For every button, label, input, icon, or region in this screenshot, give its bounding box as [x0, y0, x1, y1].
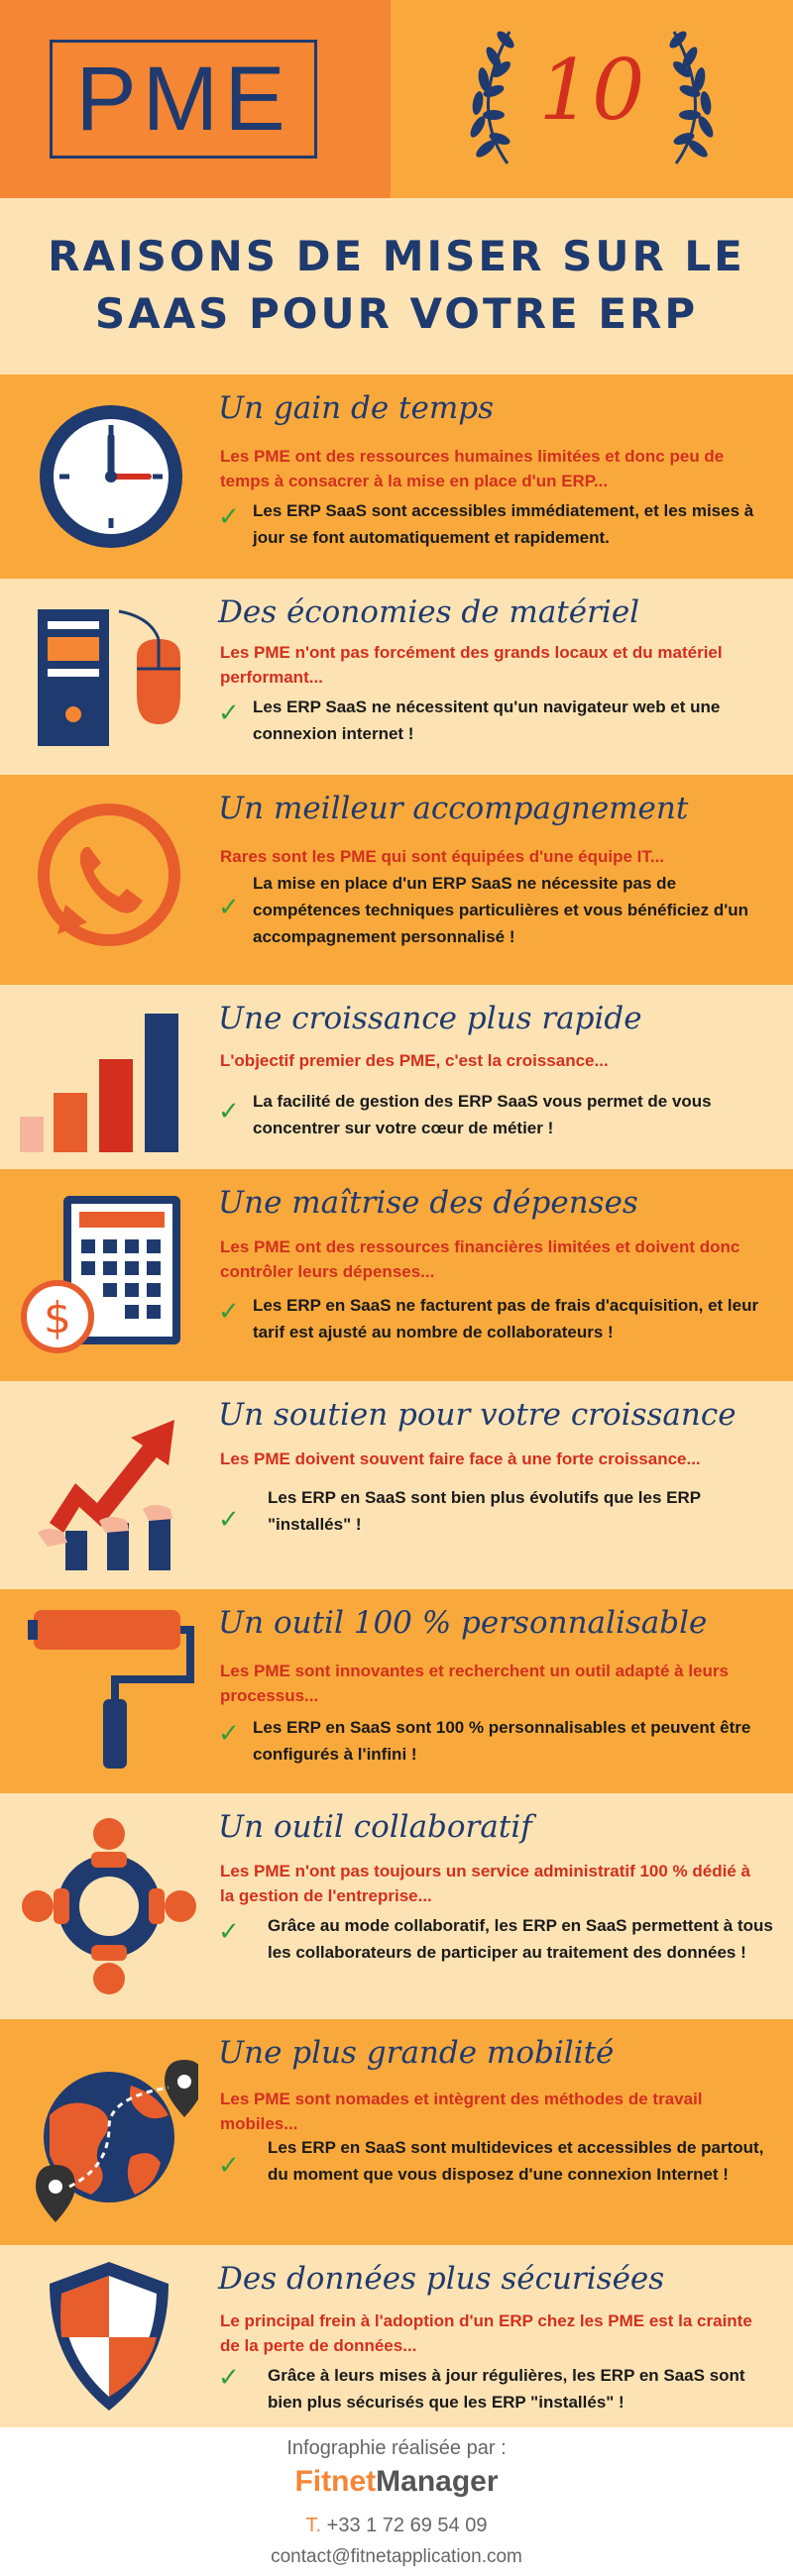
check-icon: ✓: [218, 1504, 240, 1534]
check-icon: ✓: [218, 1296, 240, 1326]
paint-roller-icon: [20, 1589, 198, 1793]
reason-title: Un gain de temps: [218, 390, 495, 426]
svg-text:$: $: [44, 1293, 71, 1343]
page-title: [0, 228, 793, 343]
title-box: [0, 198, 793, 375]
reason-solution: La mise en place d'un ERP SaaS ne nécessite pas de compétences techniques particulières et vous bénéficiez d'un accompagnement personnalisé !: [253, 874, 749, 946]
header: [0, 0, 793, 198]
phone-icon: [20, 775, 198, 985]
reason-solution: La facilité de gestion des ERP SaaS vous permet de vous concentrer sur votre cœur de métier !: [253, 1092, 712, 1137]
reason-problem: Les PME ont des ressources financières limitées et doivent donc contrôler leurs dépenses...: [220, 1237, 740, 1281]
reason-title: Une croissance plus rapide: [218, 1001, 642, 1036]
footer-email[interactable]: contact@fitnetapplication.com: [271, 2546, 522, 2567]
brand-part-1: Fitnet: [294, 2465, 377, 2498]
reason-problem: Rares sont les PME qui sont équipées d'une équipe IT...: [220, 847, 665, 866]
reason-solution: Les ERP en SaaS sont multidevices et accessibles de partout, du moment que vous disposez d'une connexion Internet !: [268, 2138, 764, 2184]
brand-logo: [0, 2465, 793, 2499]
reason-solution: Grâce au mode collaboratif, les ERP en SaaS permettent à tous les collaborateurs de participer au traitement des données !: [268, 1916, 773, 1962]
header-left: [0, 0, 391, 198]
reason-problem: Les PME n'ont pas toujours un service administratif 100 % dédié à la gestion de l'entreprise...: [220, 1862, 750, 1905]
footer-phone: [0, 2515, 793, 2537]
ten-number: 10: [538, 42, 645, 139]
phone-number: +33 1 72 69 54 09: [326, 2515, 488, 2536]
reason-1: [0, 375, 793, 579]
reason-2: [0, 579, 793, 775]
reason-problem: Les PME sont innovantes et recherchent un outil adapté à leurs processus...: [220, 1662, 729, 1705]
reason-title: Un outil collaboratif: [218, 1809, 532, 1845]
computer-icon: [20, 579, 198, 775]
title-line-2: SAAS POUR VOTRE ERP: [94, 289, 699, 338]
brand-part-2: Manager: [376, 2465, 499, 2498]
footer: [0, 2427, 793, 2576]
reason-7: [0, 1589, 793, 1793]
reason-title: Des données plus sécurisées: [218, 2261, 665, 2297]
team-icon: [20, 1793, 198, 2019]
title-line-1: RAISONS DE MISER SUR LE: [48, 232, 745, 280]
check-icon: ✓: [218, 698, 240, 727]
check-icon: ✓: [218, 1916, 240, 1946]
calculator-icon: [20, 1169, 198, 1381]
reason-6: [0, 1381, 793, 1589]
reason-title: Une maîtrise des dépenses: [218, 1185, 638, 1221]
check-icon: ✓: [218, 2150, 240, 2180]
check-icon: ✓: [218, 892, 240, 921]
reason-problem: L'objectif premier des PME, c'est la croissance...: [220, 1051, 609, 1070]
reason-solution: Les ERP en SaaS sont bien plus évolutifs que les ERP "installés" !: [268, 1488, 701, 1534]
reason-8: [0, 1793, 793, 2019]
reason-3: [0, 775, 793, 985]
reason-problem: Les PME sont nomades et intègrent des méthodes de travail mobiles...: [220, 2090, 703, 2133]
growth-arrow-icon: [20, 1381, 198, 1589]
reason-problem: Les PME ont des ressources humaines limitées et donc peu de temps à consacrer à la mise en place d'un ERP...: [220, 447, 725, 490]
reason-title: Une plus grande mobilité: [218, 2035, 615, 2071]
pme-label: PME: [50, 40, 317, 159]
reason-title: Un soutien pour votre croissance: [218, 1397, 736, 1433]
check-icon: ✓: [218, 2362, 240, 2392]
globe-icon: [20, 2019, 198, 2245]
reason-title: Un outil 100 % personnalisable: [218, 1605, 708, 1641]
reason-title: Un meilleur accompagnement: [218, 791, 689, 826]
check-icon: ✓: [218, 1718, 240, 1748]
reason-solution: Les ERP en SaaS sont 100 % personnalisables et peuvent être configurés à l'infini !: [253, 1718, 751, 1764]
shield-icon: [20, 2245, 198, 2427]
bar-chart-icon: [20, 985, 198, 1169]
reason-4: [0, 985, 793, 1169]
footer-credit: Infographie réalisée par :: [286, 2437, 507, 2459]
reason-title: Des économies de matériel: [218, 594, 640, 630]
clock-icon: [20, 375, 198, 579]
reason-solution: Grâce à leurs mises à jour régulières, les ERP en SaaS sont bien plus sécurisés que les ERP "installés" !: [268, 2366, 745, 2412]
reason-problem: Les PME doivent souvent faire face à une forte croissance...: [220, 1449, 701, 1468]
reason-solution: Les ERP SaaS ne nécessitent qu'un navigateur web et une connexion internet !: [253, 698, 721, 743]
check-icon: ✓: [218, 501, 240, 531]
reason-problem: Les PME n'ont pas forcément des grands locaux et du matériel performant...: [220, 643, 723, 687]
phone-prefix: T.: [305, 2515, 322, 2536]
reason-10: [0, 2245, 793, 2427]
reason-problem: Le principal frein à l'adoption d'un ERP chez les PME est la crainte de la perte de données...: [220, 2311, 752, 2355]
header-right: [391, 0, 793, 198]
reason-9: [0, 2019, 793, 2245]
reason-5: [0, 1169, 793, 1381]
reason-solution: Les ERP SaaS sont accessibles immédiatement, et les mises à jour se font automatiquement et rapidement.: [253, 501, 754, 547]
reason-solution: Les ERP en SaaS ne facturent pas de frais d'acquisition, et leur tarif est ajusté au nombre de collaborateurs !: [253, 1296, 759, 1342]
check-icon: ✓: [218, 1096, 240, 1126]
